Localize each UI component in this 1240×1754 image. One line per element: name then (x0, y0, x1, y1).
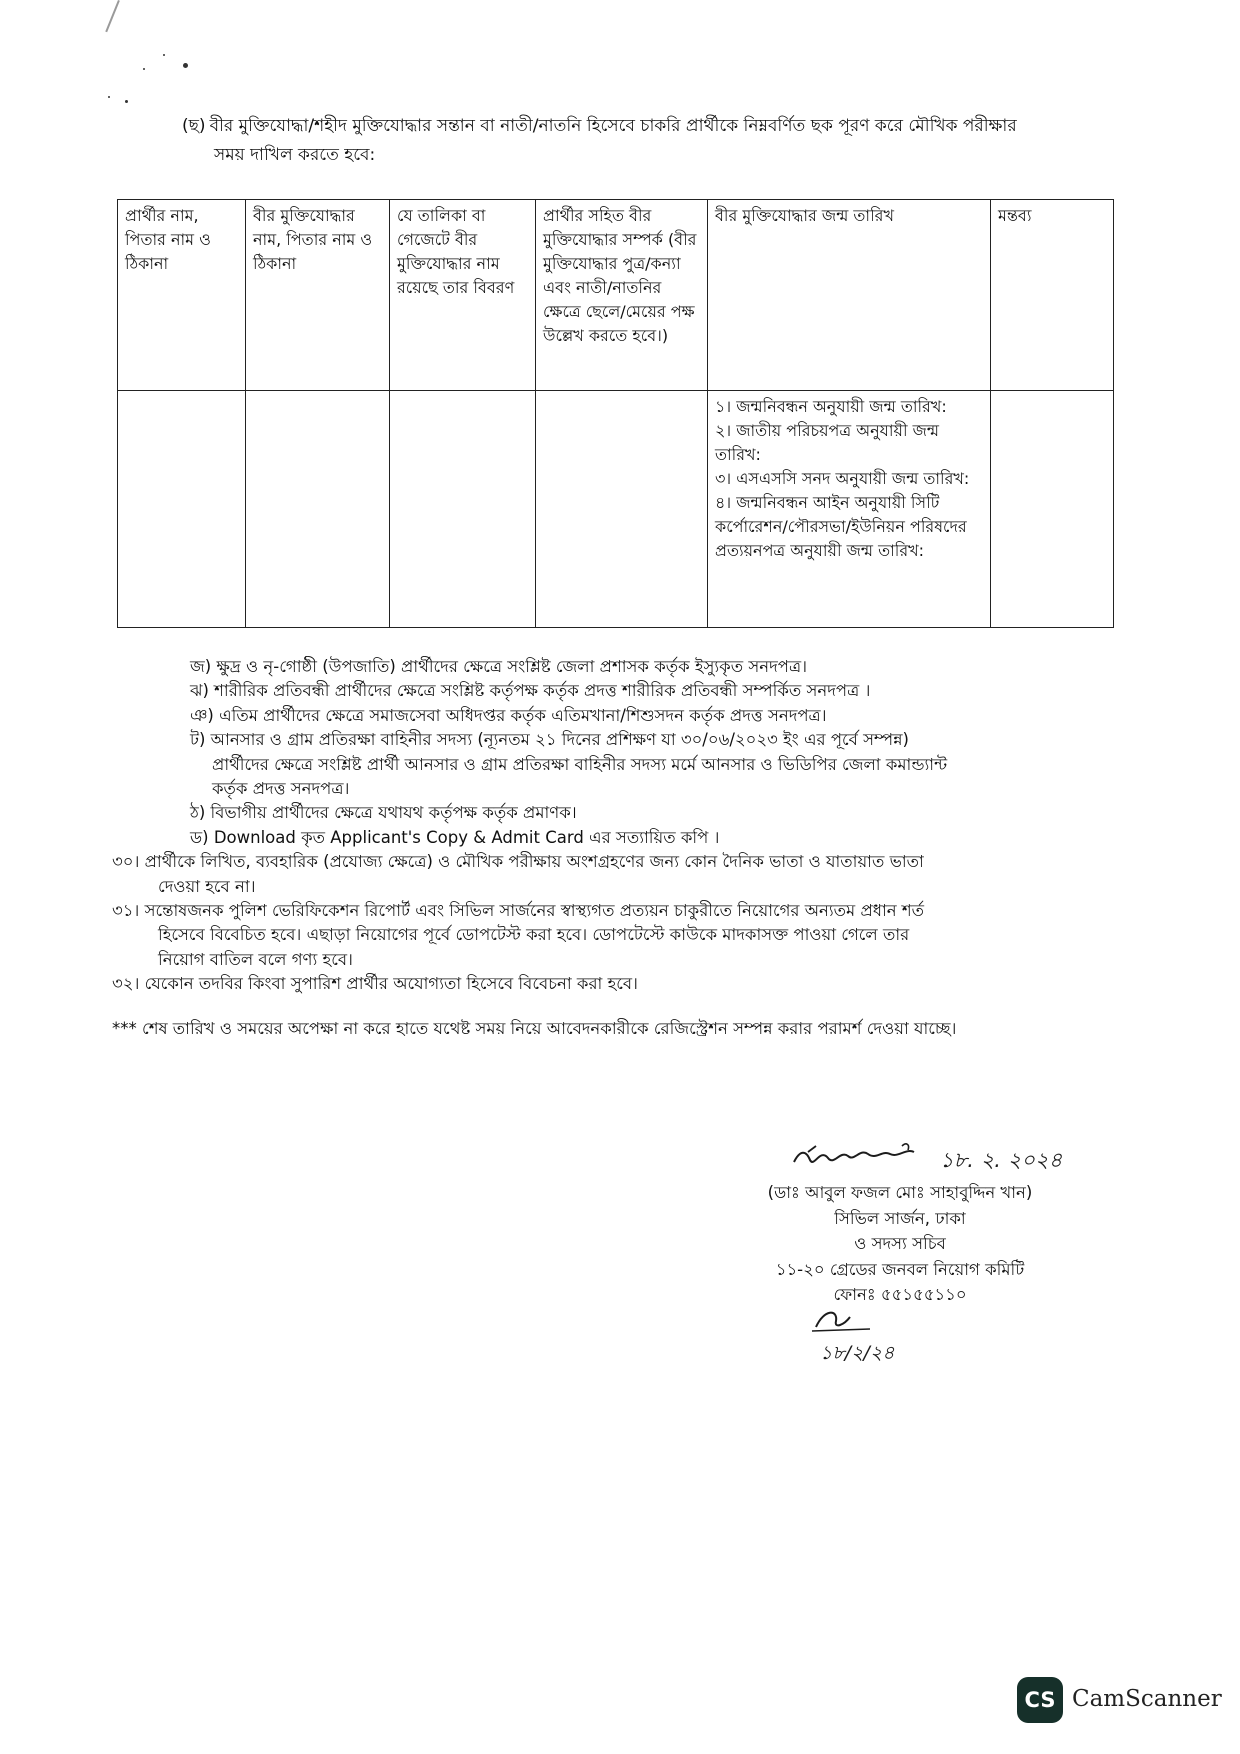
cell-candidate-info (118, 391, 246, 628)
scan-speck (143, 68, 145, 70)
header-birth-date: বীর মুক্তিযোদ্ধার জন্ম তারিখ (708, 200, 991, 391)
scan-speck (163, 54, 165, 56)
signatory-phone: ফোনঃ ৫৫১৫৫১১০ (833, 1285, 967, 1304)
list-item: জ) ক্ষুদ্র ও নৃ-গোষ্ঠী (উপজাতি) প্রার্থীদের ক্ষেত্রে সংশ্লিষ্ট জেলা প্রশাসক কর্তৃক ইস্যুকৃত সনদপত্র। (190, 657, 807, 676)
intro-line-2: সময় দাখিল করতে হবে: (214, 145, 376, 165)
list-item-line: নিয়োগ বাতিল বলে গণ্য হবে। (158, 949, 353, 969)
deadline-note: *** শেষ তারিখ ও সময়ের অপেক্ষা না করে হাতে যথেষ্ট সময় নিয়ে আবেদনকারীকে রেজিস্ট্রেশন সম্পন্ন করার পরামর্শ দেওয়া যাচ্ছে। (112, 1018, 957, 1038)
camscanner-logo: CS (1017, 1677, 1063, 1723)
list-item (112, 850, 1122, 899)
table-row (118, 391, 1114, 628)
list-item-line: প্রার্থীদের ক্ষেত্রে সংশ্লিষ্ট প্রার্থী আনসার ও গ্রাম প্রতিরক্ষা বাহিনীর সদস্য মর্মে আনসার ও ভিডিপির জেলা কমান্ড্যান্ট (212, 754, 948, 774)
list-item-line: কর্তৃক প্রদত্ত সনদপত্র। (212, 779, 350, 799)
scan-scratch (105, 0, 120, 32)
cell-gazette-details (390, 391, 536, 628)
cell-freedom-fighter-info (246, 391, 390, 628)
list-item-line: ট) আনসার ও গ্রাম প্রতিরক্ষা বাহিনীর সদস্য (ন্যূনতম ২১ দিনের প্রশিক্ষণ যা ৩০/০৬/২০২৩ ইং এর পূর্বে সম্পন্ন) (190, 730, 909, 750)
freedom-fighter-table (117, 199, 1114, 628)
intro-line-1: বীর মুক্তিযোদ্ধা/শহীদ মুক্তিযোদ্ধার সন্তান বা নাতী/নাতনি হিসেবে চাকরি প্রার্থীকে নিম্নবর্ণিত ছক পূরণ করে মৌখিক পরীক্ষার (209, 116, 1017, 136)
scan-speck (125, 100, 128, 103)
dob-item-3: ৩। এসএসসি সনদ অনুযায়ী জন্ম তারিখ: (715, 469, 970, 488)
handwritten-signature (790, 1140, 930, 1176)
header-relationship: প্রার্থীর সহিত বীর মুক্তিযোদ্ধার সম্পর্ক (বীর মুক্তিযোদ্ধার পুত্র/কন্যা এবং নাতী/নাতনির ক্ষেত্রে ছেলে/মেয়ের পক্ষ উল্লেখ করতে হবে।) (536, 200, 708, 391)
signatory-name: (ডাঃ আবুল ফজল মোঃ সাহাবুদ্দিন খান) (767, 1183, 1033, 1202)
list-item (112, 899, 1122, 972)
signatory-role: ও সদস্য সচিব (854, 1234, 946, 1253)
initials-date: ১৮/২/২৪ (820, 1342, 895, 1364)
handwritten-initials (810, 1305, 890, 1335)
cell-remarks (991, 391, 1114, 628)
list-item: ড) Download কৃত Applicant's Copy & Admit Card এর সত্যায়িত কপি । (190, 827, 720, 847)
signature-date: ১৮. ২. ২০২৪ (940, 1148, 1063, 1172)
list-item-line: ৩০। প্রার্থীকে লিখিত, ব্যবহারিক (প্রযোজ্য ক্ষেত্রে) ও মৌখিক পরীক্ষায় অংশগ্রহণের জন্য কোন দৈনিক ভাতা ও যাতায়াত ভাতা (112, 852, 924, 872)
cell-relationship (536, 391, 708, 628)
list-item: ৩২। যেকোন তদবির কিংবা সুপারিশ প্রার্থীর অযোগ্যতা হিসেবে বিবেচনা করা হবে। (112, 974, 638, 994)
initials-block (790, 1305, 930, 1375)
dob-item-1: ১। জন্মনিবন্ধন অনুযায়ী জন্ম তারিখ: (715, 397, 947, 416)
list-item-line: হিসেবে বিবেচিত হবে। এছাড়া নিয়োগের পূর্বে ডোপটেস্ট করা হবে। ডোপটেস্টে কাউকে মাদকাসক্ত পাওয়া গেলে তার (158, 925, 910, 945)
dob-item-2: ২। জাতীয় পরিচয়পত্র অনুযায়ী জন্ম তারিখ: (715, 421, 940, 464)
requirements-list (112, 655, 1122, 1041)
list-item-line: ৩১। সন্তোষজনক পুলিশ ভেরিফিকেশন রিপোর্ট এবং সিভিল সার্জনের স্বাস্থ্যগত প্রত্যয়ন চাকুরীতে নিয়োগের অন্যতম প্রধান শর্ত (112, 901, 925, 921)
list-item-line: দেওয়া হবে না। (158, 876, 256, 896)
list-item: ঞ) এতিম প্রার্থীদের ক্ষেত্রে সমাজসেবা অধিদপ্তর কর্তৃক এতিমখানা/শিশুসদন কর্তৃক প্রদত্ত সনদপত্র। (190, 705, 827, 725)
scan-speck (183, 63, 188, 68)
signatory-committee: ১১-২০ গ্রেডের জনবল নিয়োগ কমিটি (775, 1259, 1025, 1279)
intro-label: (ছ) (182, 116, 206, 136)
signatory-block (700, 1180, 1100, 1308)
list-item: ঠ) বিভাগীয় প্রার্থীদের ক্ষেত্রে যথাযথ কর্তৃপক্ষ কর্তৃক প্রমাণক। (190, 803, 577, 823)
scan-speck (108, 96, 110, 98)
header-candidate-info: প্রার্থীর নাম, পিতার নাম ও ঠিকানা (118, 200, 246, 391)
table-header-row (118, 200, 1114, 391)
signatory-title: সিভিল সার্জন, ঢাকা (834, 1208, 966, 1228)
intro-paragraph (182, 112, 1102, 170)
header-gazette-details: যে তালিকা বা গেজেটে বীর মুক্তিযোদ্ধার নাম রয়েছে তার বিবরণ (390, 200, 536, 391)
header-freedom-fighter-info: বীর মুক্তিযোদ্ধার নাম, পিতার নাম ও ঠিকানা (246, 200, 390, 391)
list-item (112, 728, 1122, 801)
signature-row (790, 1140, 1130, 1176)
header-remarks: মন্তব্য (991, 200, 1114, 391)
cell-birth-date (708, 391, 991, 628)
list-item: ঝ) শারীরিক প্রতিবন্ধী প্রার্থীদের ক্ষেত্রে সংশ্লিষ্ট কর্তৃপক্ষ কর্তৃক প্রদত্ত শারীরিক প্রতিবন্ধী সম্পর্কিত সনদপত্র । (190, 681, 871, 701)
dob-item-4: ৪। জন্মনিবন্ধন আইন অনুযায়ী সিটি কর্পোরেশন/পৌরসভা/ইউনিয়ন পরিষদের প্রত্যয়নপত্র অনুযায়ী জন্ম তারিখ: (715, 493, 967, 560)
camscanner-text: CamScanner (1072, 1686, 1222, 1712)
